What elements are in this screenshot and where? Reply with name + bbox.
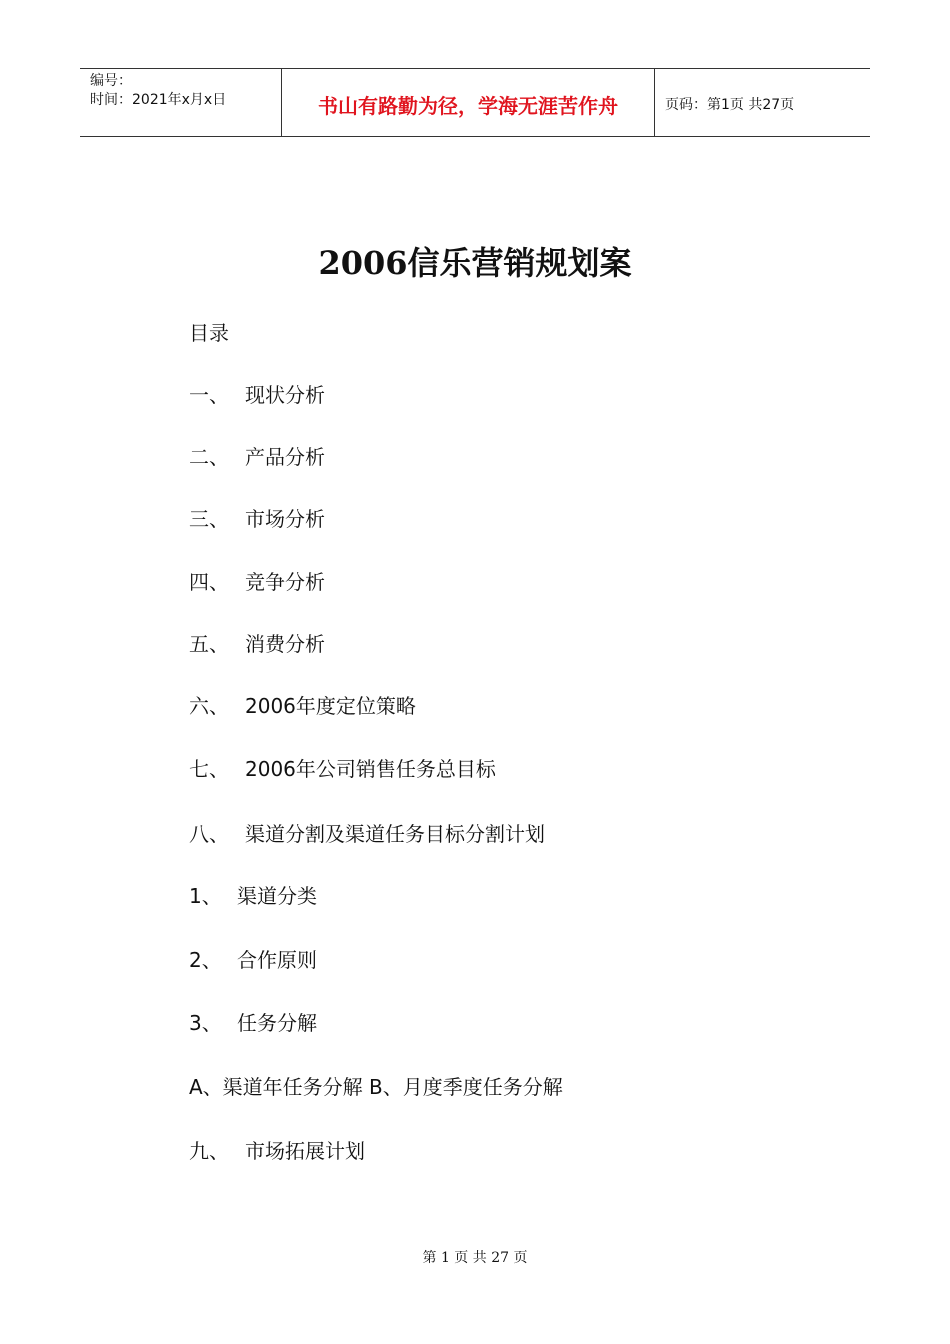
document-title: 2006信乐营销规划案	[318, 244, 632, 282]
toc-item	[189, 504, 325, 534]
toc-item-text: 产品分析	[245, 445, 325, 469]
page-footer: 第 1 页 共 27 页	[422, 1250, 528, 1266]
toc-item	[189, 1008, 317, 1038]
header-meta-cell	[80, 69, 282, 136]
toc-item-text: 渠道分类	[237, 884, 317, 908]
toc-item-number: 九、	[189, 1139, 229, 1163]
toc-item	[189, 629, 325, 659]
table-of-contents	[189, 318, 563, 1163]
toc-item	[189, 380, 325, 410]
toc-item-number: 二、	[189, 445, 229, 469]
toc-item	[189, 881, 317, 911]
page-header	[80, 68, 870, 137]
toc-item	[189, 945, 317, 975]
number-label: 编号：	[90, 73, 132, 89]
toc-item	[189, 442, 325, 472]
toc-item-number: 2、	[189, 948, 222, 972]
toc-item-number: 一、	[189, 383, 229, 407]
toc-item	[189, 754, 496, 784]
toc-item-text: 现状分析	[245, 383, 325, 407]
toc-item-text: 市场拓展计划	[245, 1139, 365, 1163]
toc-item	[189, 567, 325, 597]
toc-item-text: 2006年公司销售任务总目标	[245, 757, 496, 781]
toc-item-number: 1、	[189, 884, 222, 908]
toc-item-number: 四、	[189, 570, 229, 594]
toc-item-number: 八、	[189, 822, 229, 846]
toc-item	[189, 1072, 563, 1102]
header-page-info: 页码：第1页 共27页	[665, 96, 795, 113]
toc-item-number: 六、	[189, 694, 229, 718]
toc-item-number: 三、	[189, 507, 229, 531]
time-label: 时间：2021年x月x日	[90, 92, 227, 108]
toc-item-number: 3、	[189, 1011, 222, 1035]
toc-item-text: 2006年度定位策略	[245, 694, 416, 718]
toc-item	[189, 1136, 365, 1166]
toc-item-text: 合作原则	[237, 948, 317, 972]
toc-item-text: A、渠道年任务分解 B、月度季度任务分解	[189, 1075, 563, 1099]
toc-item	[189, 691, 416, 721]
header-motto: 书山有路勤为径，学海无涯苦作舟	[282, 69, 655, 136]
toc-item-number: 七、	[189, 757, 229, 781]
toc-item-number: 五、	[189, 632, 229, 656]
toc-item-text: 任务分解	[237, 1011, 317, 1035]
toc-item-text: 竞争分析	[245, 570, 325, 594]
toc-item-text: 渠道分割及渠道任务目标分割计划	[245, 822, 545, 846]
toc-heading: 目录	[189, 321, 229, 345]
toc-item	[189, 819, 545, 849]
toc-item-text: 消费分析	[245, 632, 325, 656]
toc-item-text: 市场分析	[245, 507, 325, 531]
